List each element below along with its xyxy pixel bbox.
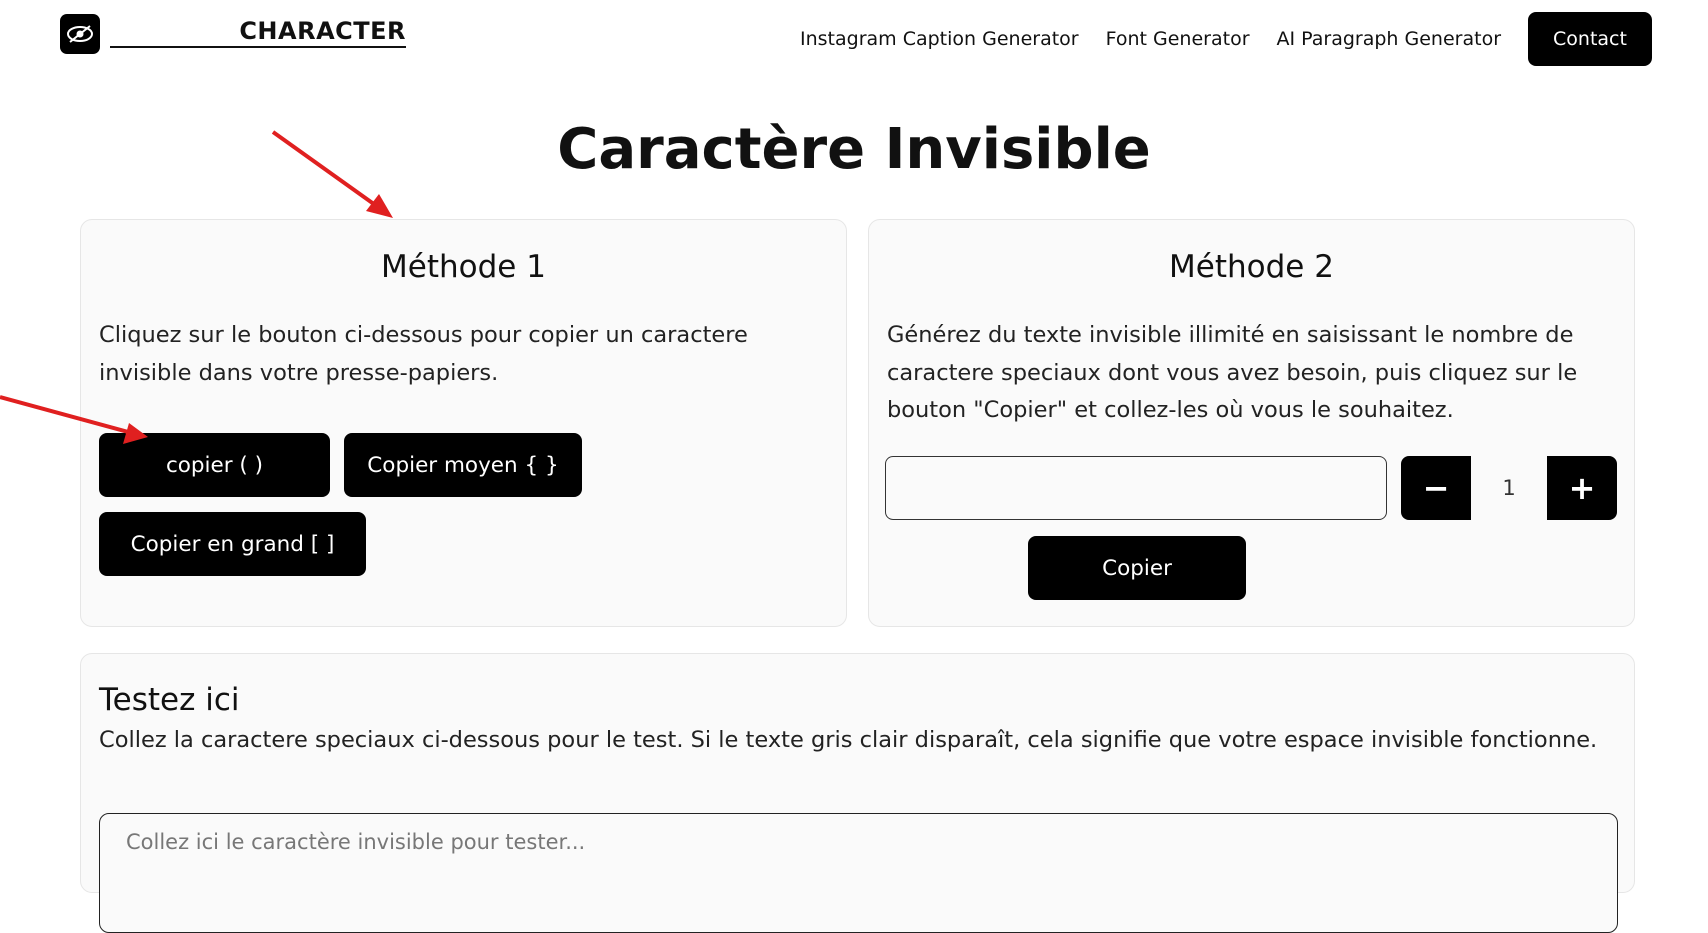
test-textarea[interactable]: Collez ici le caractère invisible pour tester... [99, 813, 1618, 933]
quantity-value[interactable]: 1 [1471, 456, 1547, 520]
copy-large-button[interactable]: Copier en grand [ ] [99, 512, 366, 576]
test-description: Collez la caractere speciaux ci-dessous pour le test. Si le texte gris clair disparaît, cela signifie que votre espace invisible fonctionne. [99, 727, 1598, 753]
main-nav [773, 12, 1652, 66]
logo-icon[interactable] [60, 14, 100, 54]
site-header [0, 0, 1708, 80]
method-1-description: Cliquez sur le bouton ci-dessous pour copier un caractere invisible dans votre presse-papiers. [99, 322, 748, 386]
nav-font-generator[interactable]: Font Generator [1105, 28, 1250, 50]
method-2-card [868, 219, 1635, 627]
method-2-title: Méthode 2 [1169, 249, 1334, 285]
page-title: Caractère Invisible [557, 117, 1151, 182]
method-1-card [80, 219, 847, 627]
generated-text-field[interactable] [885, 456, 1387, 520]
copy-medium-button[interactable]: Copier moyen { } [344, 433, 582, 497]
method-2-description: Générez du texte invisible illimité en saisissant le nombre de caractere speciaux dont vous avez besoin, puis cliquez sur le bouton "Copier" et collez-les où vous le souhaitez. [887, 322, 1578, 423]
increment-button[interactable]: + [1547, 456, 1617, 520]
copy-button[interactable]: Copier [1028, 536, 1246, 600]
test-title: Testez ici [99, 682, 240, 718]
quantity-stepper [1401, 456, 1617, 520]
nav-ai-paragraph-generator[interactable]: AI Paragraph Generator [1276, 28, 1501, 50]
test-card [80, 653, 1635, 893]
copy-small-button[interactable]: copier ( ) [99, 433, 330, 497]
method-1-title: Méthode 1 [381, 249, 546, 285]
decrement-button[interactable]: − [1401, 456, 1471, 520]
site-logo-text[interactable]: CHARACTER [110, 18, 406, 48]
nav-instagram-caption-generator[interactable]: Instagram Caption Generator [800, 28, 1079, 50]
contact-button[interactable]: Contact [1528, 12, 1652, 66]
